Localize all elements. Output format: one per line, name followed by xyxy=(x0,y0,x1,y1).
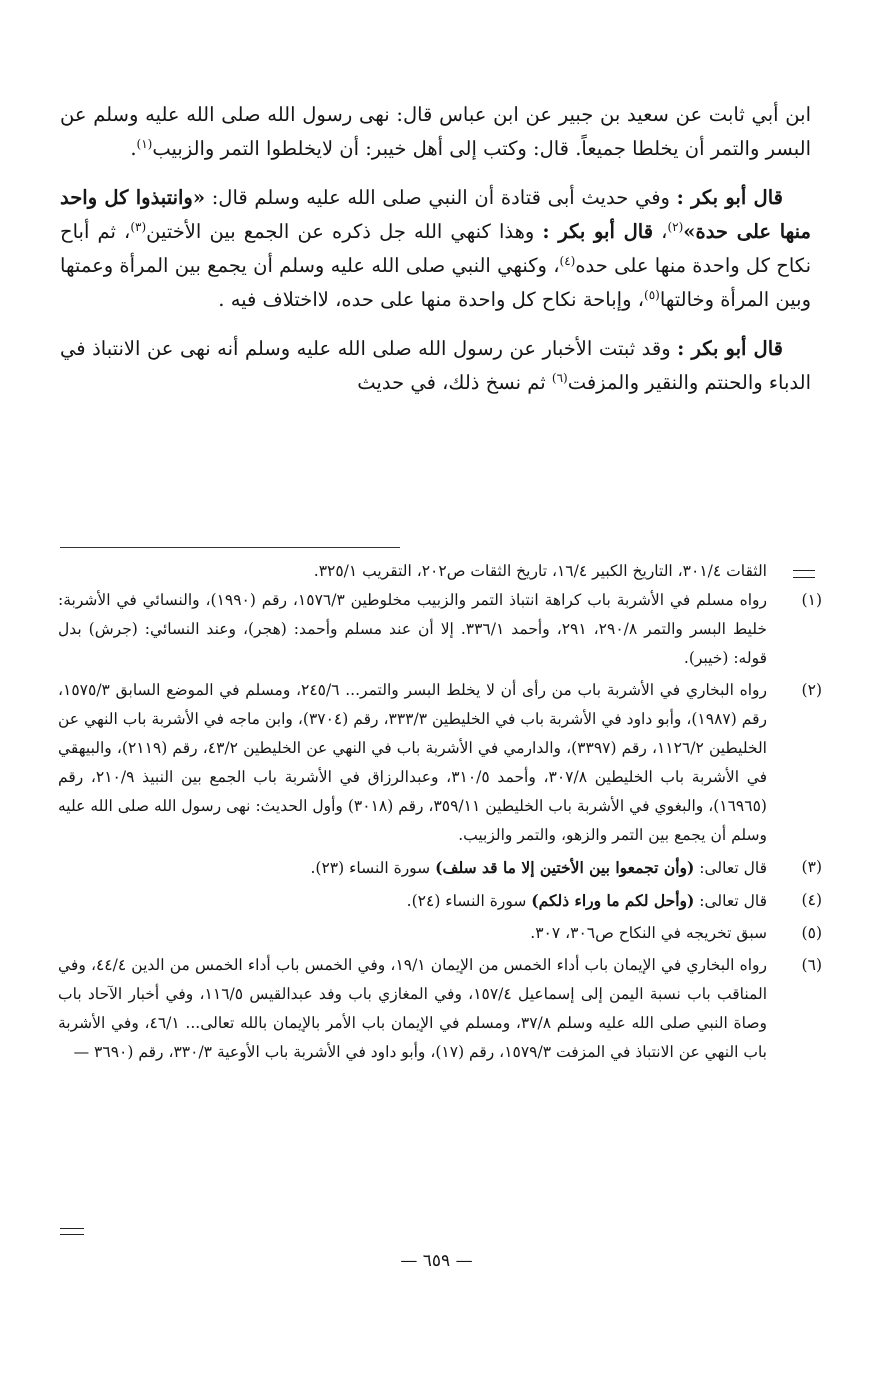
footnote-text: رواه مسلم في الأشربة باب كراهة انتباذ التمر والزبيب مخلوطين ١٥٧٦/٣، رقم (١٩٩٠)، والنسائي في الأشربة: خليط البسر والتمر ٢٩٠/٨، ٢٩١، وأحمد ٣٣٦/١. إلا أن عند مسلم وأحمد: (هجر)، وعند النسائي: (جرش) بدل قوله: (خيبر). xyxy=(58,591,768,667)
paragraph-1 xyxy=(60,98,811,166)
footnote-text: رواه البخاري في الإيمان باب أداء الخمس من الإيمان ١٩/١، وفي الخمس باب أداء الخمس من الدين ٤٤/٤، وفي المناقب باب نسبة اليمن إلى إسماعيل ١٥٧/٤، وفي المغازي باب وفد عبدالقيس ١١٦/٥، وفي أخبار الآحاد باب وصاة النبي صلى الله عليه وسلم ٣٧/٨، ومسلم في الإيمان باب الأمر بالإيمان بالله تعالى... ٤٦/١، وفي الأشربة باب النهي عن الانتباذ في المزفت ١٥٧٩/٣، رقم (١٧)، وأبو داود في الأشربة باب الأوعية ٣٣٠/٣، رقم (٣٦٩٠ — xyxy=(58,956,768,1061)
quran-verse: (وأن تجمعوا بين الأختين إلا ما قد سلف) xyxy=(435,858,695,877)
footnote-text-pre: قال تعالى: xyxy=(694,859,767,877)
footnote-number: (٢) xyxy=(801,681,822,699)
main-text xyxy=(60,98,811,415)
paragraph-1-text: ابن أبي ثابت عن سعيد بن جبير عن ابن عباس قال: نهى رسول الله صلى الله عليه وسلم عن البسر والتمر أن يخلطا جميعاً. قال: وكتب إلى أهل خيبر: أن لايخلطوا التمر والزبيب xyxy=(60,103,811,160)
footnotes xyxy=(58,557,825,1070)
footnote-number: (٥) xyxy=(801,924,822,942)
footnote-ref-5[interactable]: (٥) xyxy=(644,288,660,302)
footnote-text-post: سورة النساء (٢٣). xyxy=(310,859,436,877)
footnote-number: (٤) xyxy=(801,891,822,909)
page-number: — ٦٥٩ — xyxy=(400,1251,473,1271)
footnote-number: (٦) xyxy=(801,956,822,974)
paragraph-3-text-b: ثم نسخ ذلك، في حديث xyxy=(357,371,552,394)
footnote-text xyxy=(58,886,767,916)
paragraph-3 xyxy=(60,332,811,400)
footnote-text xyxy=(58,853,767,883)
footnote-text: سبق تخريجه في النكاح ص٣٠٦، ٣٠٧. xyxy=(530,924,767,942)
footnote-5 xyxy=(58,919,825,948)
paragraph-2-text-c: وهذا كنهي الله جل ذكره عن الجمع بين الأختين xyxy=(146,220,543,243)
paragraph-2-text-d: ، ثم أباح نكاح كل واحدة منها على حده xyxy=(60,220,811,277)
footnote-text: رواه البخاري في الأشربة باب من رأى أن لا يخلط البسر والتمر... ٢٤٥/٦، ومسلم في الموضع السابق ١٥٧٥/٣، رقم (١٩٨٧)، وأبو داود في الأشربة باب في الخليطين ٣٣٣/٣، رقم (٣٧٠٤)، وابن ماجه في الأشربة باب النهي عن الخليطين ١١٢٦/٢، رقم (٣٣٩٧)، والدارمي في الأشربة باب في النهي عن الخليطين ٤٣/٢، رقم (٢١١٩)، والبيهقي في الأشربة باب الخليطين ٣٠٧/٨، وأحمد ٣١٠/٥، وعبدالرزاق في الأشربة باب الجمع بين النبيذ ٢١٠/٩، رقم (١٦٩٦٥)، والبغوي في الأشربة باب الخليطين ٣٥٩/١١، رقم (٣٠١٨) وأول الحديث: نهى رسول الله صلى الله عليه وسلم أن يجمع بين التمر والزهو، والتمر والزبيب. xyxy=(58,681,768,844)
speaker-label: قال أبو بكر : xyxy=(676,186,783,209)
footnote-text-pre: قال تعالى: xyxy=(694,892,767,910)
footnote-continuation-text: الثقات ٣٠١/٤، التاريخ الكبير ١٦/٤، تاريخ الثقات ص٢٠٢، التقريب ٣٢٥/١. xyxy=(313,562,767,580)
footnote-1 xyxy=(58,586,825,673)
footnote-6 xyxy=(58,951,825,1067)
footnote-4 xyxy=(58,886,825,916)
paragraph-1-end: . xyxy=(130,137,137,160)
paragraph-2-text-f: ، وإباحة نكاح كل واحدة منها على حده، لااختلاف فيه . xyxy=(218,288,644,311)
footnote-ref-4[interactable]: (٤) xyxy=(559,254,576,268)
footnote-ref-2[interactable]: (٢) xyxy=(667,220,684,234)
footnote-text-post: سورة النساء (٢٤). xyxy=(406,892,532,910)
paragraph-2 xyxy=(60,181,811,317)
footnote-ref-3[interactable]: (٣) xyxy=(130,220,147,234)
quran-verse: (وأحل لكم ما وراء ذلكم) xyxy=(531,891,695,910)
footnote-continuation xyxy=(58,557,825,586)
paragraph-2-text-a: وفي حديث أبى قتادة أن النبي صلى الله عليه وسلم قال: xyxy=(205,186,677,209)
footnote-separator xyxy=(60,547,400,548)
continuation-mark xyxy=(793,570,815,578)
paragraph-3-text-a: وقد ثبتت الأخبار عن رسول الله صلى الله عليه وسلم أنه نهى عن الانتباذ في الدباء والحنتم والنقير والمزفت xyxy=(60,337,811,394)
footnote-number: (١) xyxy=(801,591,822,609)
footnote-number: (٣) xyxy=(801,858,822,876)
speaker-label: قال أبو بكر : xyxy=(677,337,783,360)
hadith-quote: «وانتبذوا كل واحد منها على حدة» xyxy=(60,186,812,243)
footnote-ref-6[interactable]: (٦) xyxy=(551,371,568,385)
footnote-2 xyxy=(58,676,825,850)
continues-mark xyxy=(60,1228,84,1235)
speaker-label: قال أبو بكر : xyxy=(542,220,654,243)
footnote-3 xyxy=(58,853,825,883)
paragraph-2-text-e: ، وكنهي النبي صلى الله عليه وسلم أن يجمع بين المرأة وعمتها وبين المرأة وخالتها xyxy=(60,254,811,311)
paragraph-2-text-b: ، xyxy=(653,220,668,243)
footnote-ref-1[interactable]: (١) xyxy=(136,137,153,151)
